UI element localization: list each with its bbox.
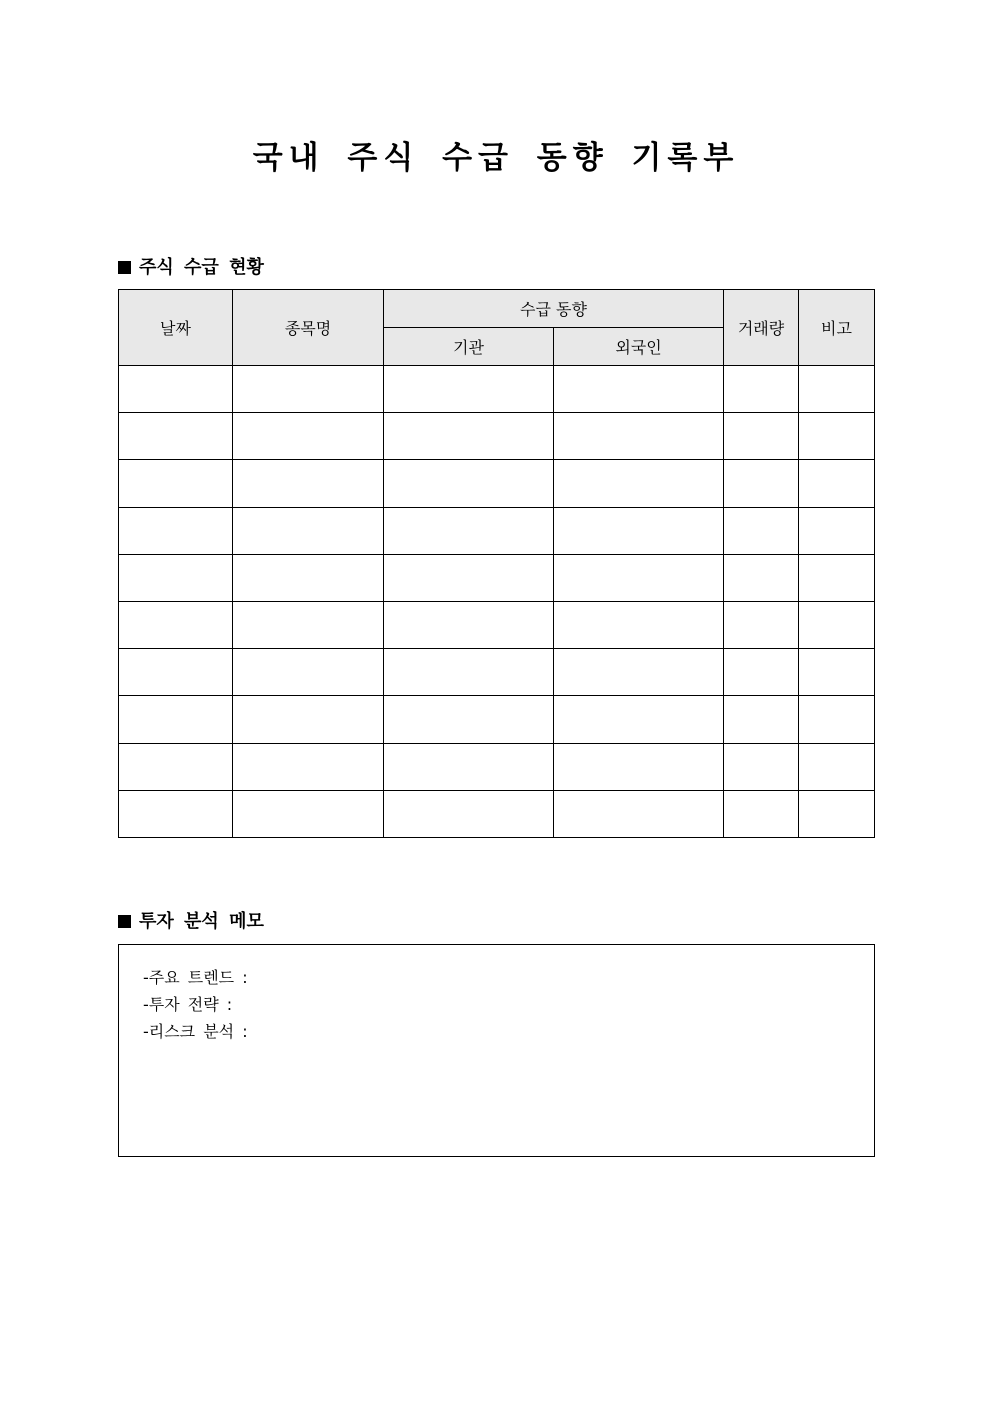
cell-foreigner[interactable]: [554, 790, 724, 837]
memo-line-strategy: -투자 전략 :: [143, 995, 233, 1014]
section-heading-memo: [118, 907, 264, 933]
cell-volume[interactable]: [724, 554, 799, 601]
cell-institution[interactable]: [384, 790, 554, 837]
cell-stock-name[interactable]: [233, 554, 384, 601]
cell-foreigner[interactable]: [554, 601, 724, 648]
table-row: [119, 790, 875, 837]
cell-stock-name[interactable]: [233, 790, 384, 837]
header-supply-trend: 수급 동향: [384, 290, 724, 328]
cell-foreigner[interactable]: [554, 366, 724, 413]
cell-stock-name[interactable]: [233, 743, 384, 790]
cell-date[interactable]: [119, 601, 233, 648]
cell-foreigner[interactable]: [554, 507, 724, 554]
cell-date[interactable]: [119, 460, 233, 507]
page-title: 국내 주식 수급 동향 기록부: [252, 140, 740, 176]
cell-foreigner[interactable]: [554, 554, 724, 601]
table-row: [119, 507, 875, 554]
table-row: [119, 554, 875, 601]
cell-institution[interactable]: [384, 460, 554, 507]
cell-institution[interactable]: [384, 743, 554, 790]
cell-volume[interactable]: [724, 649, 799, 696]
cell-remarks[interactable]: [799, 413, 875, 460]
table-row: [119, 366, 875, 413]
cell-volume[interactable]: [724, 460, 799, 507]
cell-institution[interactable]: [384, 696, 554, 743]
memo-line-risk: -리스크 분석 :: [143, 1022, 248, 1041]
header-stock-name: 종목명: [233, 290, 384, 366]
cell-foreigner[interactable]: [554, 649, 724, 696]
table-row: [119, 696, 875, 743]
cell-foreigner[interactable]: [554, 743, 724, 790]
cell-foreigner[interactable]: [554, 413, 724, 460]
cell-remarks[interactable]: [799, 460, 875, 507]
table-row: [119, 460, 875, 507]
cell-stock-name[interactable]: [233, 460, 384, 507]
cell-volume[interactable]: [724, 696, 799, 743]
cell-stock-name[interactable]: [233, 507, 384, 554]
section-heading-text: 투자 분석 메모: [139, 911, 264, 932]
supply-table: [118, 289, 875, 838]
cell-stock-name[interactable]: [233, 601, 384, 648]
cell-foreigner[interactable]: [554, 460, 724, 507]
cell-foreigner[interactable]: [554, 696, 724, 743]
table-row: [119, 649, 875, 696]
cell-volume[interactable]: [724, 790, 799, 837]
cell-date[interactable]: [119, 366, 233, 413]
square-bullet-icon: [118, 261, 131, 274]
cell-date[interactable]: [119, 554, 233, 601]
memo-line-trend: -주요 트렌드 :: [143, 968, 248, 987]
section-heading-supply: [118, 253, 264, 279]
cell-date[interactable]: [119, 413, 233, 460]
cell-volume[interactable]: [724, 601, 799, 648]
header-date: 날짜: [119, 290, 233, 366]
cell-institution[interactable]: [384, 601, 554, 648]
cell-institution[interactable]: [384, 413, 554, 460]
cell-stock-name[interactable]: [233, 413, 384, 460]
cell-remarks[interactable]: [799, 649, 875, 696]
cell-date[interactable]: [119, 507, 233, 554]
cell-volume[interactable]: [724, 507, 799, 554]
cell-date[interactable]: [119, 790, 233, 837]
cell-stock-name[interactable]: [233, 649, 384, 696]
cell-remarks[interactable]: [799, 366, 875, 413]
cell-volume[interactable]: [724, 366, 799, 413]
table-row: [119, 601, 875, 648]
cell-remarks[interactable]: [799, 507, 875, 554]
cell-remarks[interactable]: [799, 554, 875, 601]
cell-date[interactable]: [119, 649, 233, 696]
cell-institution[interactable]: [384, 554, 554, 601]
cell-remarks[interactable]: [799, 790, 875, 837]
memo-box[interactable]: [118, 944, 875, 1157]
cell-date[interactable]: [119, 696, 233, 743]
header-volume: 거래량: [724, 290, 799, 366]
header-foreigner: 외국인: [554, 328, 724, 366]
cell-remarks[interactable]: [799, 743, 875, 790]
table-row: [119, 413, 875, 460]
cell-institution[interactable]: [384, 507, 554, 554]
table-row: [119, 743, 875, 790]
section-heading-text: 주식 수급 현황: [139, 257, 264, 278]
header-remarks: 비고: [799, 290, 875, 366]
cell-volume[interactable]: [724, 413, 799, 460]
cell-volume[interactable]: [724, 743, 799, 790]
cell-stock-name[interactable]: [233, 366, 384, 413]
header-institution: 기관: [384, 328, 554, 366]
cell-stock-name[interactable]: [233, 696, 384, 743]
cell-remarks[interactable]: [799, 696, 875, 743]
cell-institution[interactable]: [384, 366, 554, 413]
cell-remarks[interactable]: [799, 601, 875, 648]
cell-institution[interactable]: [384, 649, 554, 696]
cell-date[interactable]: [119, 743, 233, 790]
square-bullet-icon: [118, 915, 131, 928]
